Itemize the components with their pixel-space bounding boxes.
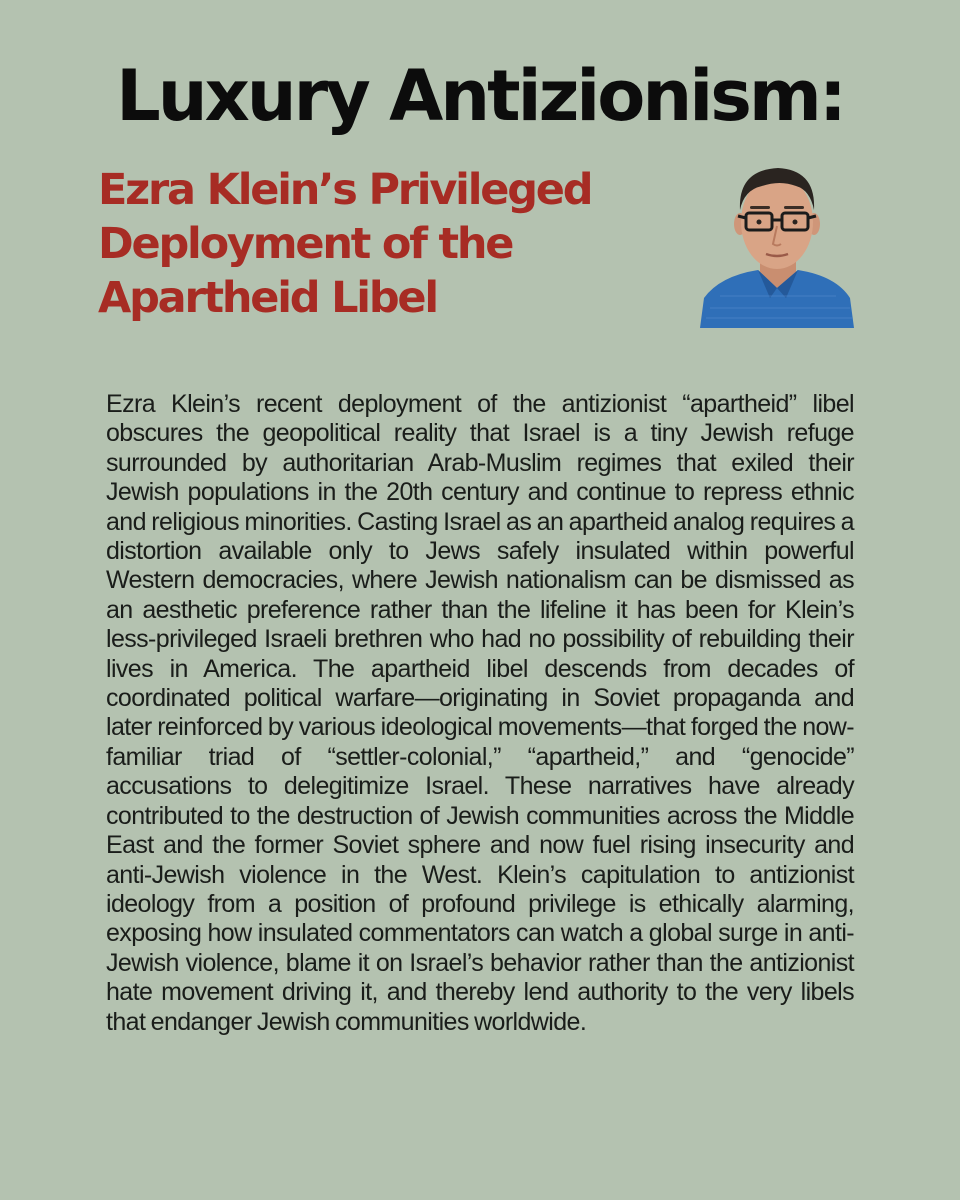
eyebrow-left	[750, 206, 770, 209]
eye-left	[757, 220, 762, 225]
subtitle-line: Deployment of the	[98, 219, 513, 269]
subtitle-line: Ezra Klein’s Privileged	[98, 165, 592, 215]
page-title: Luxury Antizionism:	[116, 55, 844, 137]
subtitle-line: Apartheid Libel	[98, 273, 437, 323]
portrait-illustration	[700, 158, 854, 328]
eyebrow-right	[784, 206, 804, 209]
subtitle	[98, 163, 698, 325]
portrait-photo	[700, 158, 854, 328]
article-body: Ezra Klein’s recent deployment of the antizionist “apartheid” libel obscures the geopolitical reality that Israel is a tiny Jewish refuge surrounded by authoritarian Arab-Muslim regimes that exiled their Jewish populations in the 20th century and continue to repress ethnic and religious minorities. Casting Israel as an apartheid analog requires a distortion available only to Jews safely insulated within powerful Western democracies, where Jewish nationalism can be dismissed as an aesthetic preference rather than the lifeline it has been for Klein’s less-privileged Israeli brethren who had no possibility of rebuilding their lives in America. The apartheid libel descends from decades of coordinated political warfare—originating in Soviet propaganda and later reinforced by various ideological movements—that forged the now-familiar triad of “settler-colonial,” “apartheid,” and “genocide” accusations to delegitimize Israel. These narratives have already contributed to the destruction of Jewish communities across the Middle East and the former Soviet sphere and now fuel rising insecurity and anti-Jewish violence in the West. Klein’s capitulation to antizionist ideology from a position of profound privilege is ethically alarming, exposing how insulated commentators can watch a global surge in anti-Jewish violence, blame it on Israel’s behavior rather than the antizionist hate movement driving it, and thereby lend authority to the very libels that endanger Jewish communities worldwide.	[106, 390, 854, 1036]
eye-right	[793, 220, 798, 225]
